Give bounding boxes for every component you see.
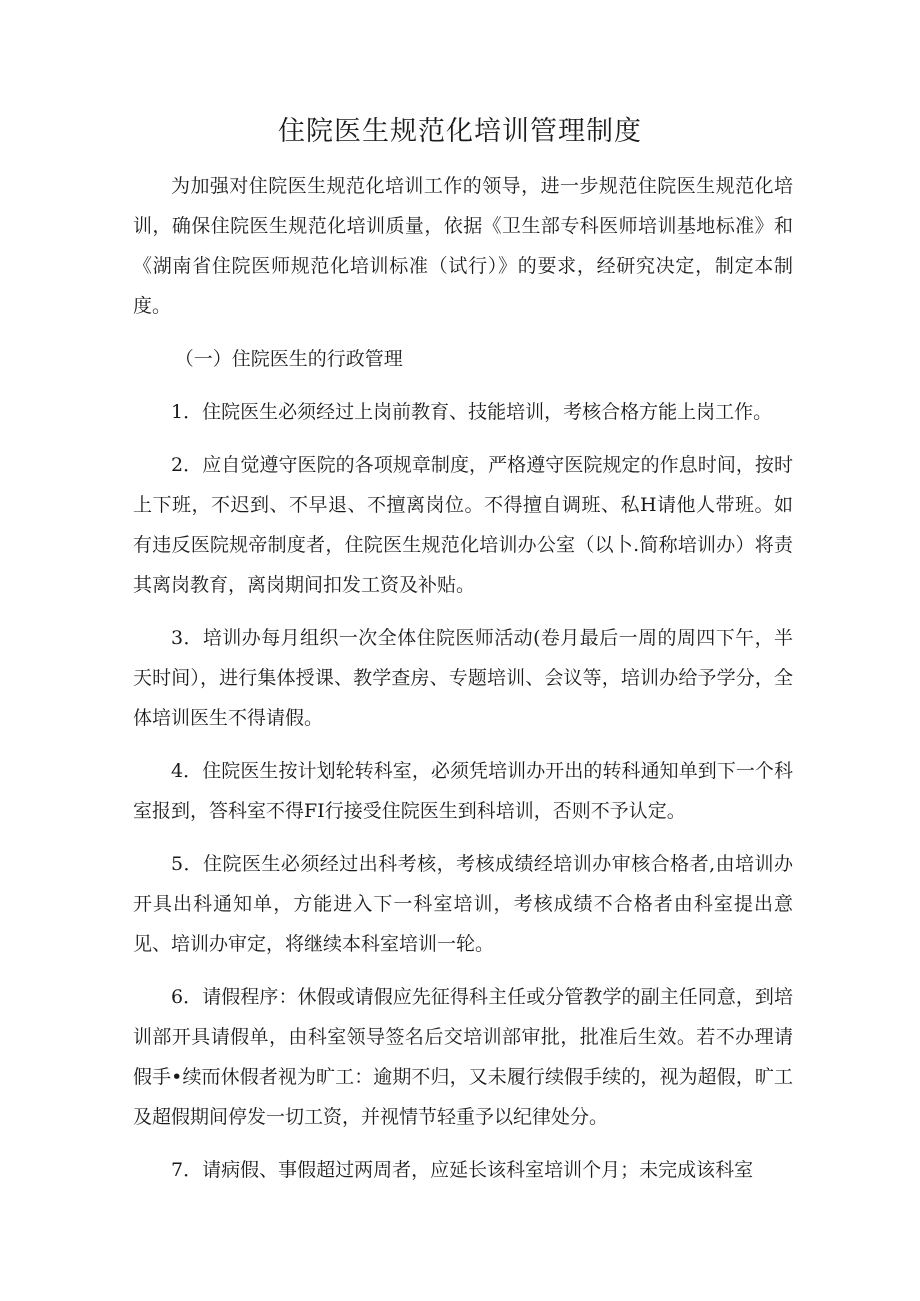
section-heading: （一）住院医生的行政管理 (174, 348, 403, 370)
intro-paragraph: 为加强对住院医生规范化培训工作的领导，进一步规范住院医生规范化培训，确保住院医生规范化培训质量，依据《卫生部专科医师培训基地标准》和《湖南省住院医师规范化培训标准（试行）》的要求，经研究决定，制定本制度。 (133, 175, 793, 317)
rule-item-2: 2．应自觉遵守医院的各项规章制度，严格遵守医院规定的作息时间，按时上下班，不迟到、不早退、不擅离岗位。不得擅自调班、私H请他人带班。如有违反医院规帝制度者，住院医生规范化培训办公室（以卜.简称培训办）将责其离岗教育，离岗期间扣发工资及补贴。 (133, 454, 793, 596)
document-body (133, 166, 793, 1203)
rule-item-4: 4．住院医生按计划轮转科室，必须凭培训办开出的转科通知单到下一个科室报到，答科室不得FI行接受住院医生到科培训，否则不予认定。 (133, 760, 793, 822)
rule-item-3: 3．培训办每月组织一次全体住院医师活动(卷月最后一周的周四下午，半天时间），进行集体授课、教学查房、专题培训、会议等，培训办给予学分，全体培训医生不得请假。 (133, 627, 793, 729)
rule-item-7: 7．请病假、事假超过两周者，应延长该科室培训个月；未完成该科室 (171, 1159, 754, 1181)
rule-item-1: 1．住院医生必须经过上岗前教育、技能培训，考核合格方能上岗工作。 (171, 401, 773, 423)
rule-item-5: 5．住院医生必须经过出科考核，考核成绩经培训办审核合格者,由培训办开具出科通知单，方能进入下一科室培训，考核成绩不合格者由科室提出意见、培训办审定，将继续本科室培训一轮。 (133, 853, 793, 955)
rule-item-6: 6．请假程序：休假或请假应先征得科主任或分管教学的副主任同意，到培训部开具请假单，由科室领导签名后交培训部审批，批准后生效。若不办理请假手•续而休假者视为旷工：逾期不归，又未履行续假手续的，视为超假，旷工及超假期间停发一切工资，并视情节轻重予以纪律处分。 (133, 986, 793, 1128)
document-title: 住院医生规范化培训管理制度 (278, 116, 642, 147)
